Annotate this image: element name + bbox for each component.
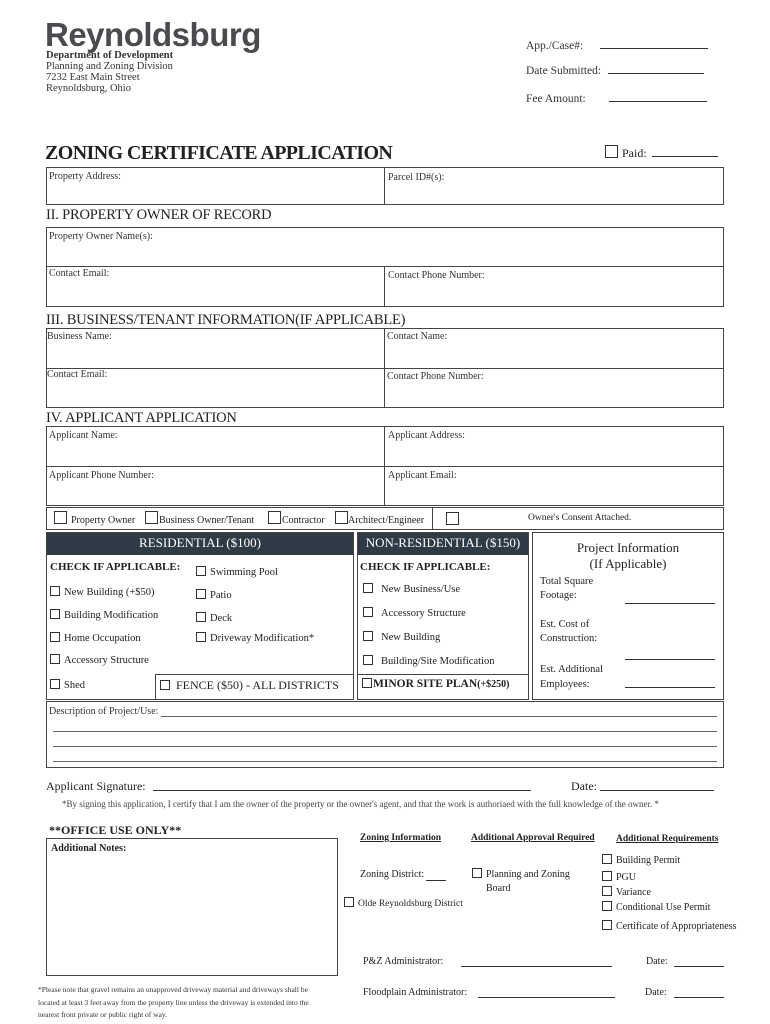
project-info-title	[532, 540, 724, 572]
owner-names-label: Property Owner Name(s):	[49, 231, 153, 242]
sqft-label-line2: Footage:	[540, 590, 577, 601]
business-name-label: Business Name:	[47, 331, 112, 342]
cost-input[interactable]	[625, 659, 715, 660]
additional-notes-label: Additional Notes:	[51, 843, 127, 854]
applicant-email-label: Applicant Email:	[388, 470, 457, 481]
department-address	[46, 50, 173, 94]
planning-board-label-1: Planning and Zoning	[486, 869, 570, 880]
role-business-owner-checkbox[interactable]	[145, 511, 158, 524]
signature-date-label: Date:	[571, 779, 597, 793]
applicant-phone-label: Applicant Phone Number:	[49, 470, 154, 481]
employees-label	[540, 662, 603, 692]
olde-district-checkbox[interactable]	[344, 897, 354, 907]
res-accessory-structure[interactable]	[50, 654, 149, 666]
res-swimming-pool-checkbox[interactable]	[196, 566, 206, 576]
res-deck[interactable]	[196, 612, 232, 624]
pz-admin-input[interactable]	[461, 966, 612, 967]
res-patio[interactable]	[196, 589, 232, 601]
nonres-new-business[interactable]	[363, 583, 460, 595]
res-new-building-checkbox[interactable]	[50, 586, 60, 596]
project-info-title-line1: Project Information	[576, 540, 680, 555]
nonres-new-building[interactable]	[363, 631, 440, 643]
section-business-heading: III. BUSINESS/TENANT INFORMATION(IF APPLICABLE)	[46, 312, 406, 328]
description-line-3	[53, 746, 717, 747]
nonres-new-business-checkbox[interactable]	[363, 583, 373, 593]
role-contractor-label: Contractor	[282, 515, 325, 526]
role-contractor-checkbox[interactable]	[268, 511, 281, 524]
res-swimming-pool[interactable]	[196, 566, 278, 578]
nonresidential-header: NON-RESIDENTIAL ($150)	[358, 533, 528, 555]
office-use-heading: **OFFICE USE ONLY**	[49, 823, 182, 837]
req-conditional-use-label: Conditional Use Permit	[616, 902, 711, 913]
employees-input[interactable]	[625, 687, 715, 688]
business-phone-input[interactable]	[384, 368, 724, 408]
dept-name: Department of Development	[46, 50, 174, 61]
role-contractor[interactable]	[268, 511, 325, 526]
logo-text: Reynoldsburg	[45, 16, 261, 53]
res-home-occupation-checkbox[interactable]	[50, 632, 60, 642]
division: Planning and Zoning Division	[46, 61, 173, 72]
req-pgu-checkbox[interactable]	[602, 871, 612, 881]
owner-phone-input[interactable]	[384, 266, 724, 306]
res-driveway-modification-checkbox[interactable]	[196, 632, 206, 642]
req-building-permit-label: Building Permit	[616, 855, 681, 866]
pz-admin-date-input[interactable]	[674, 966, 724, 967]
cost-label-line1: Est. Cost of	[540, 619, 590, 630]
employees-label-line1: Est. Additional	[540, 664, 603, 675]
owner-phone-label: Contact Phone Number:	[388, 270, 485, 281]
section-owner-heading: II. PROPERTY OWNER OF RECORD	[46, 207, 272, 223]
employees-label-line2: Employees:	[540, 679, 590, 690]
paid-label: Paid:	[622, 146, 647, 160]
nonres-new-business-label: New Business/Use	[381, 584, 461, 595]
business-contact-name-label: Contact Name:	[387, 331, 448, 342]
gravel-footnote	[38, 984, 309, 1022]
nonres-building-site-mod[interactable]	[363, 655, 494, 667]
fence-option[interactable]	[160, 678, 339, 693]
planning-board-label-2: Board	[486, 883, 511, 894]
pz-admin-date-label: Date:	[646, 956, 668, 967]
business-email-input[interactable]	[46, 368, 383, 408]
floodplain-admin-input[interactable]	[478, 997, 615, 998]
role-architect-checkbox[interactable]	[335, 511, 348, 524]
page-title: ZONING CERTIFICATE APPLICATION	[45, 142, 393, 164]
street: 7232 East Main Street	[46, 72, 140, 83]
applicant-phone-input[interactable]	[46, 466, 383, 506]
owner-email-label: Contact Email:	[49, 268, 110, 279]
res-deck-label: Deck	[210, 613, 233, 624]
res-new-building-label: New Building (+$50)	[64, 587, 155, 598]
property-address-label: Property Address:	[49, 171, 121, 182]
app-case-label: App./Case#:	[526, 40, 584, 52]
zoning-district-label: Zoning District:	[360, 869, 425, 880]
req-certificate-checkbox[interactable]	[602, 920, 612, 930]
res-accessory-structure-label: Accessory Structure	[64, 655, 149, 666]
sqft-label	[540, 575, 593, 603]
business-name-input[interactable]	[46, 328, 383, 367]
req-building-permit[interactable]	[602, 854, 680, 866]
res-deck-checkbox[interactable]	[196, 612, 206, 622]
reynoldsburg-logo	[45, 16, 261, 54]
req-pgu[interactable]	[602, 871, 636, 883]
signature-input[interactable]	[153, 790, 531, 791]
res-driveway-modification-label: Driveway Modification*	[210, 633, 315, 644]
residential-header: RESIDENTIAL ($100)	[47, 533, 353, 555]
res-new-building[interactable]	[50, 586, 155, 598]
residential-check-label: CHECK IF APPLICABLE:	[50, 561, 181, 573]
zoning-district-input[interactable]	[426, 880, 446, 881]
certify-statement: *By signing this application, I certify that I am the owner of the property or the owner's agent, and that the work is authoriaed with the full knowledge of the owner. *	[62, 799, 659, 809]
project-info-title-line2: (If Applicable)	[589, 556, 667, 571]
section-applicant-heading: IV. APPLICANT APPLICATION	[46, 410, 237, 426]
req-certificate[interactable]	[602, 920, 737, 932]
business-contact-name-input[interactable]	[384, 328, 724, 367]
owner-consent-label: Owner's Consent Attached.	[528, 513, 632, 523]
parcel-id-input[interactable]	[384, 167, 724, 205]
sqft-input[interactable]	[625, 603, 715, 604]
footnote-line1: *Please note that gravel remains an unapproved driveway material and driveways shall be	[38, 985, 308, 994]
nonres-new-building-checkbox[interactable]	[363, 631, 373, 641]
minor-site-plan-label: MINOR SITE PLAN	[373, 678, 478, 690]
cost-label	[540, 618, 597, 646]
res-patio-checkbox[interactable]	[196, 589, 206, 599]
res-driveway-modification[interactable]	[196, 632, 314, 644]
fence-checkbox[interactable]	[160, 680, 170, 690]
req-conditional-use[interactable]	[602, 901, 710, 913]
approval-required-heading: Additional Approval Required	[471, 833, 595, 843]
fee-amount-label: Fee Amount:	[526, 93, 586, 105]
sqft-label-line1: Total Square	[540, 576, 594, 587]
role-architect[interactable]	[335, 511, 424, 526]
req-certificate-label: Certificate of Appropriateness	[616, 921, 737, 932]
res-home-occupation-label: Home Occupation	[64, 633, 141, 644]
res-accessory-structure-checkbox[interactable]	[50, 654, 60, 664]
app-case-field[interactable]	[526, 39, 708, 52]
olde-district-option[interactable]	[344, 897, 463, 909]
applicant-name-input[interactable]	[46, 426, 383, 465]
nonres-accessory-structure[interactable]	[363, 607, 466, 619]
date-submitted-label: Date Submitted:	[526, 65, 602, 77]
role-architect-label: Architect/Engineer	[348, 515, 425, 526]
business-phone-label: Contact Phone Number:	[387, 371, 484, 382]
cost-label-line2: Construction:	[540, 633, 598, 644]
owner-email-input[interactable]	[46, 266, 383, 306]
role-business-owner-label: Business Owner/Tenant	[159, 515, 255, 526]
fence-label: FENCE ($50) - ALL DISTRICTS	[176, 678, 339, 692]
req-variance-label: Variance	[616, 887, 651, 898]
res-swimming-pool-label: Swimming Pool	[210, 567, 278, 578]
owner-consent-field[interactable]	[446, 511, 463, 529]
property-address-input[interactable]	[46, 167, 383, 205]
applicant-address-label: Applicant Address:	[388, 430, 465, 441]
footnote-line3: nearest front private or public right of way.	[38, 1010, 168, 1019]
nonres-accessory-structure-checkbox[interactable]	[363, 607, 373, 617]
nonres-accessory-structure-label: Accessory Structure	[381, 608, 466, 619]
description-line-4	[53, 761, 717, 762]
role-property-owner-label: Property Owner	[71, 515, 136, 526]
res-shed[interactable]	[50, 679, 85, 691]
res-building-modification[interactable]	[50, 609, 158, 621]
business-email-label: Contact Email:	[47, 369, 108, 380]
res-building-modification-label: Building Modification	[64, 610, 159, 621]
req-variance-checkbox[interactable]	[602, 886, 612, 896]
res-shed-checkbox[interactable]	[50, 679, 60, 689]
res-shed-label: Shed	[64, 680, 85, 691]
city: Reynoldsburg, Ohio	[46, 83, 131, 94]
role-business-owner[interactable]	[145, 511, 254, 526]
signature-date-input[interactable]	[600, 790, 714, 791]
description-box[interactable]	[46, 701, 724, 768]
fee-amount-field[interactable]	[526, 92, 707, 105]
req-variance[interactable]	[602, 886, 651, 898]
applicant-name-label: Applicant Name:	[49, 430, 118, 441]
role-property-owner-checkbox[interactable]	[54, 511, 67, 524]
planning-board-option[interactable]	[472, 868, 570, 896]
owner-names-input[interactable]	[46, 227, 724, 265]
description-label: Description of Project/Use:	[49, 706, 159, 717]
nonres-new-building-label: New Building	[381, 632, 441, 643]
paid-field[interactable]	[605, 145, 718, 161]
nonresidential-check-label: CHECK IF APPLICABLE:	[360, 561, 491, 573]
minor-site-plan-option[interactable]	[362, 678, 510, 690]
nonres-building-site-mod-checkbox[interactable]	[363, 655, 373, 665]
req-pgu-label: PGU	[616, 872, 637, 883]
date-submitted-field[interactable]	[526, 64, 704, 77]
footnote-line2: located at least 3 feet away from the property line unless the driveway is extended into the	[38, 997, 309, 1007]
res-home-occupation[interactable]	[50, 632, 141, 644]
applicant-address-input[interactable]	[384, 426, 724, 465]
olde-district-label: Olde Reynoldsburg District	[358, 899, 463, 909]
req-building-permit-checkbox[interactable]	[602, 854, 612, 864]
additional-notes-box[interactable]	[46, 838, 338, 976]
pz-admin-label: P&Z Administrator:	[363, 956, 444, 967]
paid-checkbox[interactable]	[605, 145, 618, 158]
applicant-email-input[interactable]	[384, 466, 724, 506]
additional-reqs-heading: Additional Requirements	[616, 834, 719, 844]
floodplain-date-input[interactable]	[674, 997, 724, 998]
owner-consent-checkbox[interactable]	[446, 512, 459, 525]
nonres-building-site-mod-label: Building/Site Modification	[381, 656, 495, 667]
floodplain-admin-label: Floodplain Administrator:	[363, 987, 468, 998]
minor-site-plan-fee: (+$250)	[477, 679, 510, 690]
req-conditional-use-checkbox[interactable]	[602, 901, 612, 911]
parcel-id-label: Parcel ID#(s):	[388, 172, 445, 183]
res-patio-label: Patio	[210, 590, 232, 601]
signature-label: Applicant Signature:	[46, 779, 146, 793]
description-line-1	[161, 716, 717, 717]
description-line-2	[53, 731, 717, 732]
zoning-info-heading: Zoning Information	[360, 833, 442, 843]
res-building-modification-checkbox[interactable]	[50, 609, 60, 619]
minor-site-plan-checkbox[interactable]	[362, 678, 372, 688]
floodplain-date-label: Date:	[645, 987, 667, 998]
planning-board-checkbox[interactable]	[472, 868, 482, 878]
role-property-owner[interactable]	[54, 511, 135, 526]
